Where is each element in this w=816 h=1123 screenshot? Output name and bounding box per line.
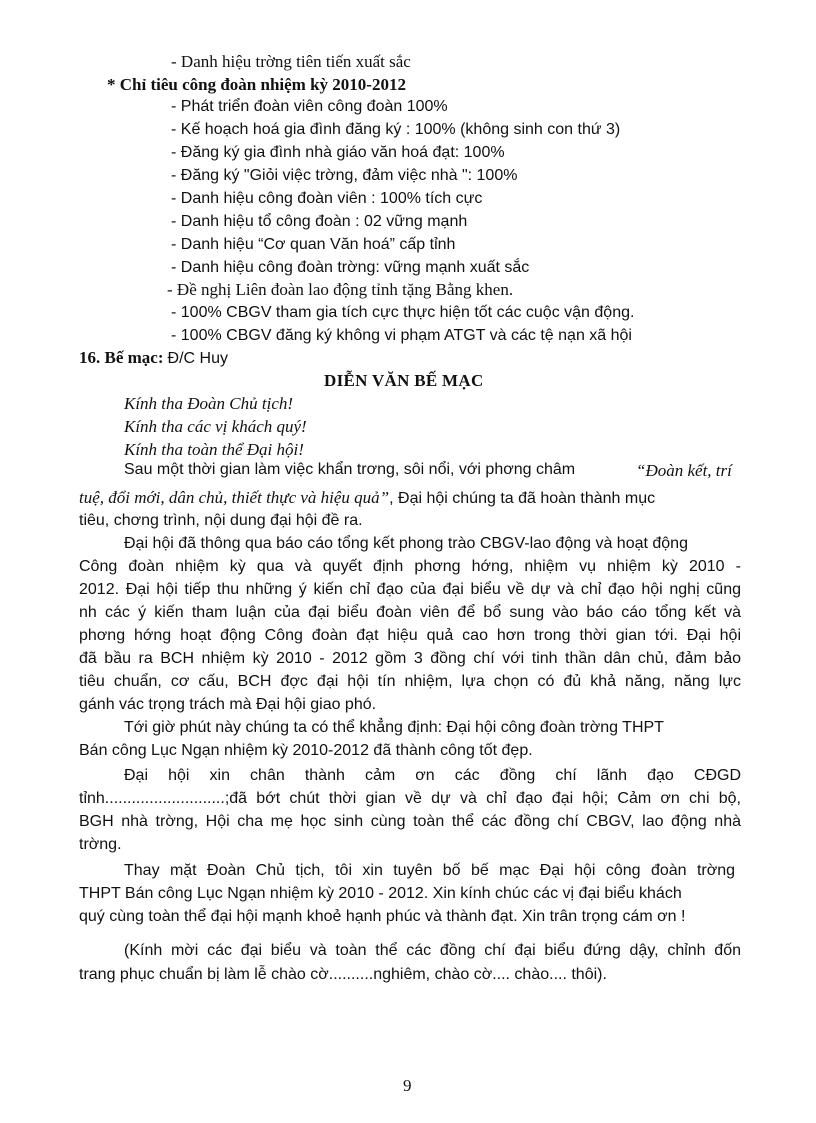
target-item: - Đăng ký "Giỏi việc trờng, đảm việc nhà ": 100%: [171, 167, 518, 184]
target-item: - 100% CBGV đăng ký không vi phạm ATGT và các tệ nạn xã hội: [171, 327, 632, 344]
bullet-line: - Danh hiệu trờng tiên tiến xuất sắc: [171, 52, 411, 71]
speech-title: DIỄN VĂN BẾ MẠC: [324, 371, 484, 390]
italic-motto: tuệ, đổi mới, dân chủ, thiết thực và hiệu quả”: [79, 488, 390, 507]
paragraph-line: [79, 488, 655, 508]
italic-motto: “Đoàn kết, trí: [636, 461, 732, 480]
greeting-line: Kính tha các vị khách quý!: [124, 417, 307, 436]
target-item: - Phát triển đoàn viên công đoàn 100%: [171, 98, 448, 115]
section-heading: [79, 348, 228, 368]
paragraph-line: đã bầu ra BCH nhiệm kỳ 2010 - 2012 gồm 3 đồng chí với tinh thần dân chủ, đảm bảo: [79, 650, 741, 667]
page-number: 9: [403, 1076, 412, 1095]
paragraph-line: nh các ý kiến tham luận của đại biểu đoàn viên để bổ sung vào báo cáo tổng kết và: [79, 604, 741, 621]
section-label: 16. Bế mạc:: [79, 348, 164, 367]
paragraph-line: Sau một thời gian làm việc khẩn trơng, sôi nổi, với phơng châm: [124, 461, 576, 478]
paragraph-line: tiêu, chơng trình, nội dung đại hội đề ra.: [79, 512, 363, 529]
target-item: - Danh hiệu tổ công đoàn : 02 vững mạnh: [171, 213, 468, 230]
paragraph-line: phơng hớng hoạt động Công đoàn đạt hiệu quả cao hơn trong thời gian tới. Đại hội: [79, 627, 741, 644]
paragraph-line: BGH nhà trờng, Hội cha mẹ học sinh cùng toàn thể các đồng chí CBGV, lao động nhà: [79, 813, 741, 830]
greeting-line: Kính tha toàn thể Đại hội!: [124, 440, 304, 459]
greeting-line: Kính tha Đoàn Chủ tịch!: [124, 394, 294, 413]
target-item: - 100% CBGV tham gia tích cực thực hiện tốt các cuộc vận động.: [171, 304, 635, 321]
paragraph-line: Công đoàn nhiệm kỳ qua và quyết định phơng hớng, nhiệm vụ nhiệm kỳ 2010 -: [79, 558, 741, 575]
paragraph-line: tiêu chuẩn, cơ cấu, BCH đợc đại hội tín nhiệm, lựa chọn có đủ khả năng, năng lực: [79, 673, 741, 690]
paragraph-line: tỉnh...........................;đã bớt chút thời gian về dự và chỉ đạo đại hội; Cảm ơn chi bộ,: [79, 790, 741, 807]
paragraph-line: 2012. Đại hội tiếp thu những ý kiến chỉ đạo của đại biểu về dự và chỉ đạo hội nghị cũng: [79, 581, 741, 598]
section-person: Đ/C Huy: [167, 350, 228, 367]
paragraph-line: THPT Bán công Lục Ngạn nhiệm kỳ 2010 - 2012. Xin kính chúc các vị đại biểu khách: [79, 885, 682, 902]
target-item: - Danh hiệu công đoàn viên : 100% tích cực: [171, 190, 483, 207]
target-item: - Kế hoạch hoá gia đình đăng ký : 100% (không sinh con thứ 3): [171, 121, 621, 138]
target-item: - Danh hiệu công đoàn trờng: vững mạnh xuất sắc: [171, 259, 530, 276]
paragraph-line: Tới giờ phút này chúng ta có thể khẳng định: Đại hội công đoàn trờng THPT: [124, 719, 664, 736]
paragraph-line: Bán công Lục Ngạn nhiệm kỳ 2010-2012 đã thành công tốt đẹp.: [79, 742, 533, 759]
paragraph-text: , Đại hội chúng ta đã hoàn thành mục: [389, 490, 656, 507]
paragraph-line: (Kính mời các đại biểu và toàn thể các đồng chí đại biểu đứng dậy, chỉnh đốn: [124, 942, 741, 959]
paragraph-line: Đại hội đã thông qua báo cáo tổng kết phong trào CBGV-lao động và hoạt động: [124, 535, 688, 552]
paragraph-line: quý cùng toàn thể đại hội mạnh khoẻ hạnh phúc và thành đạt. Xin trân trọng cám ơn !: [79, 908, 686, 925]
target-item: - Đăng ký gia đình nhà giáo văn hoá đạt: 100%: [171, 144, 505, 161]
paragraph-line: trờng.: [79, 836, 122, 853]
paragraph-line: gánh vác trọng trách mà Đại hội giao phó.: [79, 696, 377, 713]
target-item: - Đề nghị Liên đoàn lao động tỉnh tặng Bằng khen.: [167, 280, 514, 299]
paragraph-line: Đại hội xin chân thành cảm ơn các đồng chí lãnh đạo CĐGD: [124, 767, 741, 784]
targets-heading: * Chỉ tiêu công đoàn nhiệm kỳ 2010-2012: [107, 75, 406, 94]
paragraph-line: Thay mặt Đoàn Chủ tịch, tôi xin tuyên bố bế mạc Đại hội công đoàn trờng: [124, 862, 735, 879]
target-item: - Danh hiệu “Cơ quan Văn hoá” cấp tỉnh: [171, 236, 456, 253]
paragraph-line: trang phục chuẩn bị làm lễ chào cờ..........nghiêm, chào cờ.... chào.... thôi).: [79, 966, 607, 983]
